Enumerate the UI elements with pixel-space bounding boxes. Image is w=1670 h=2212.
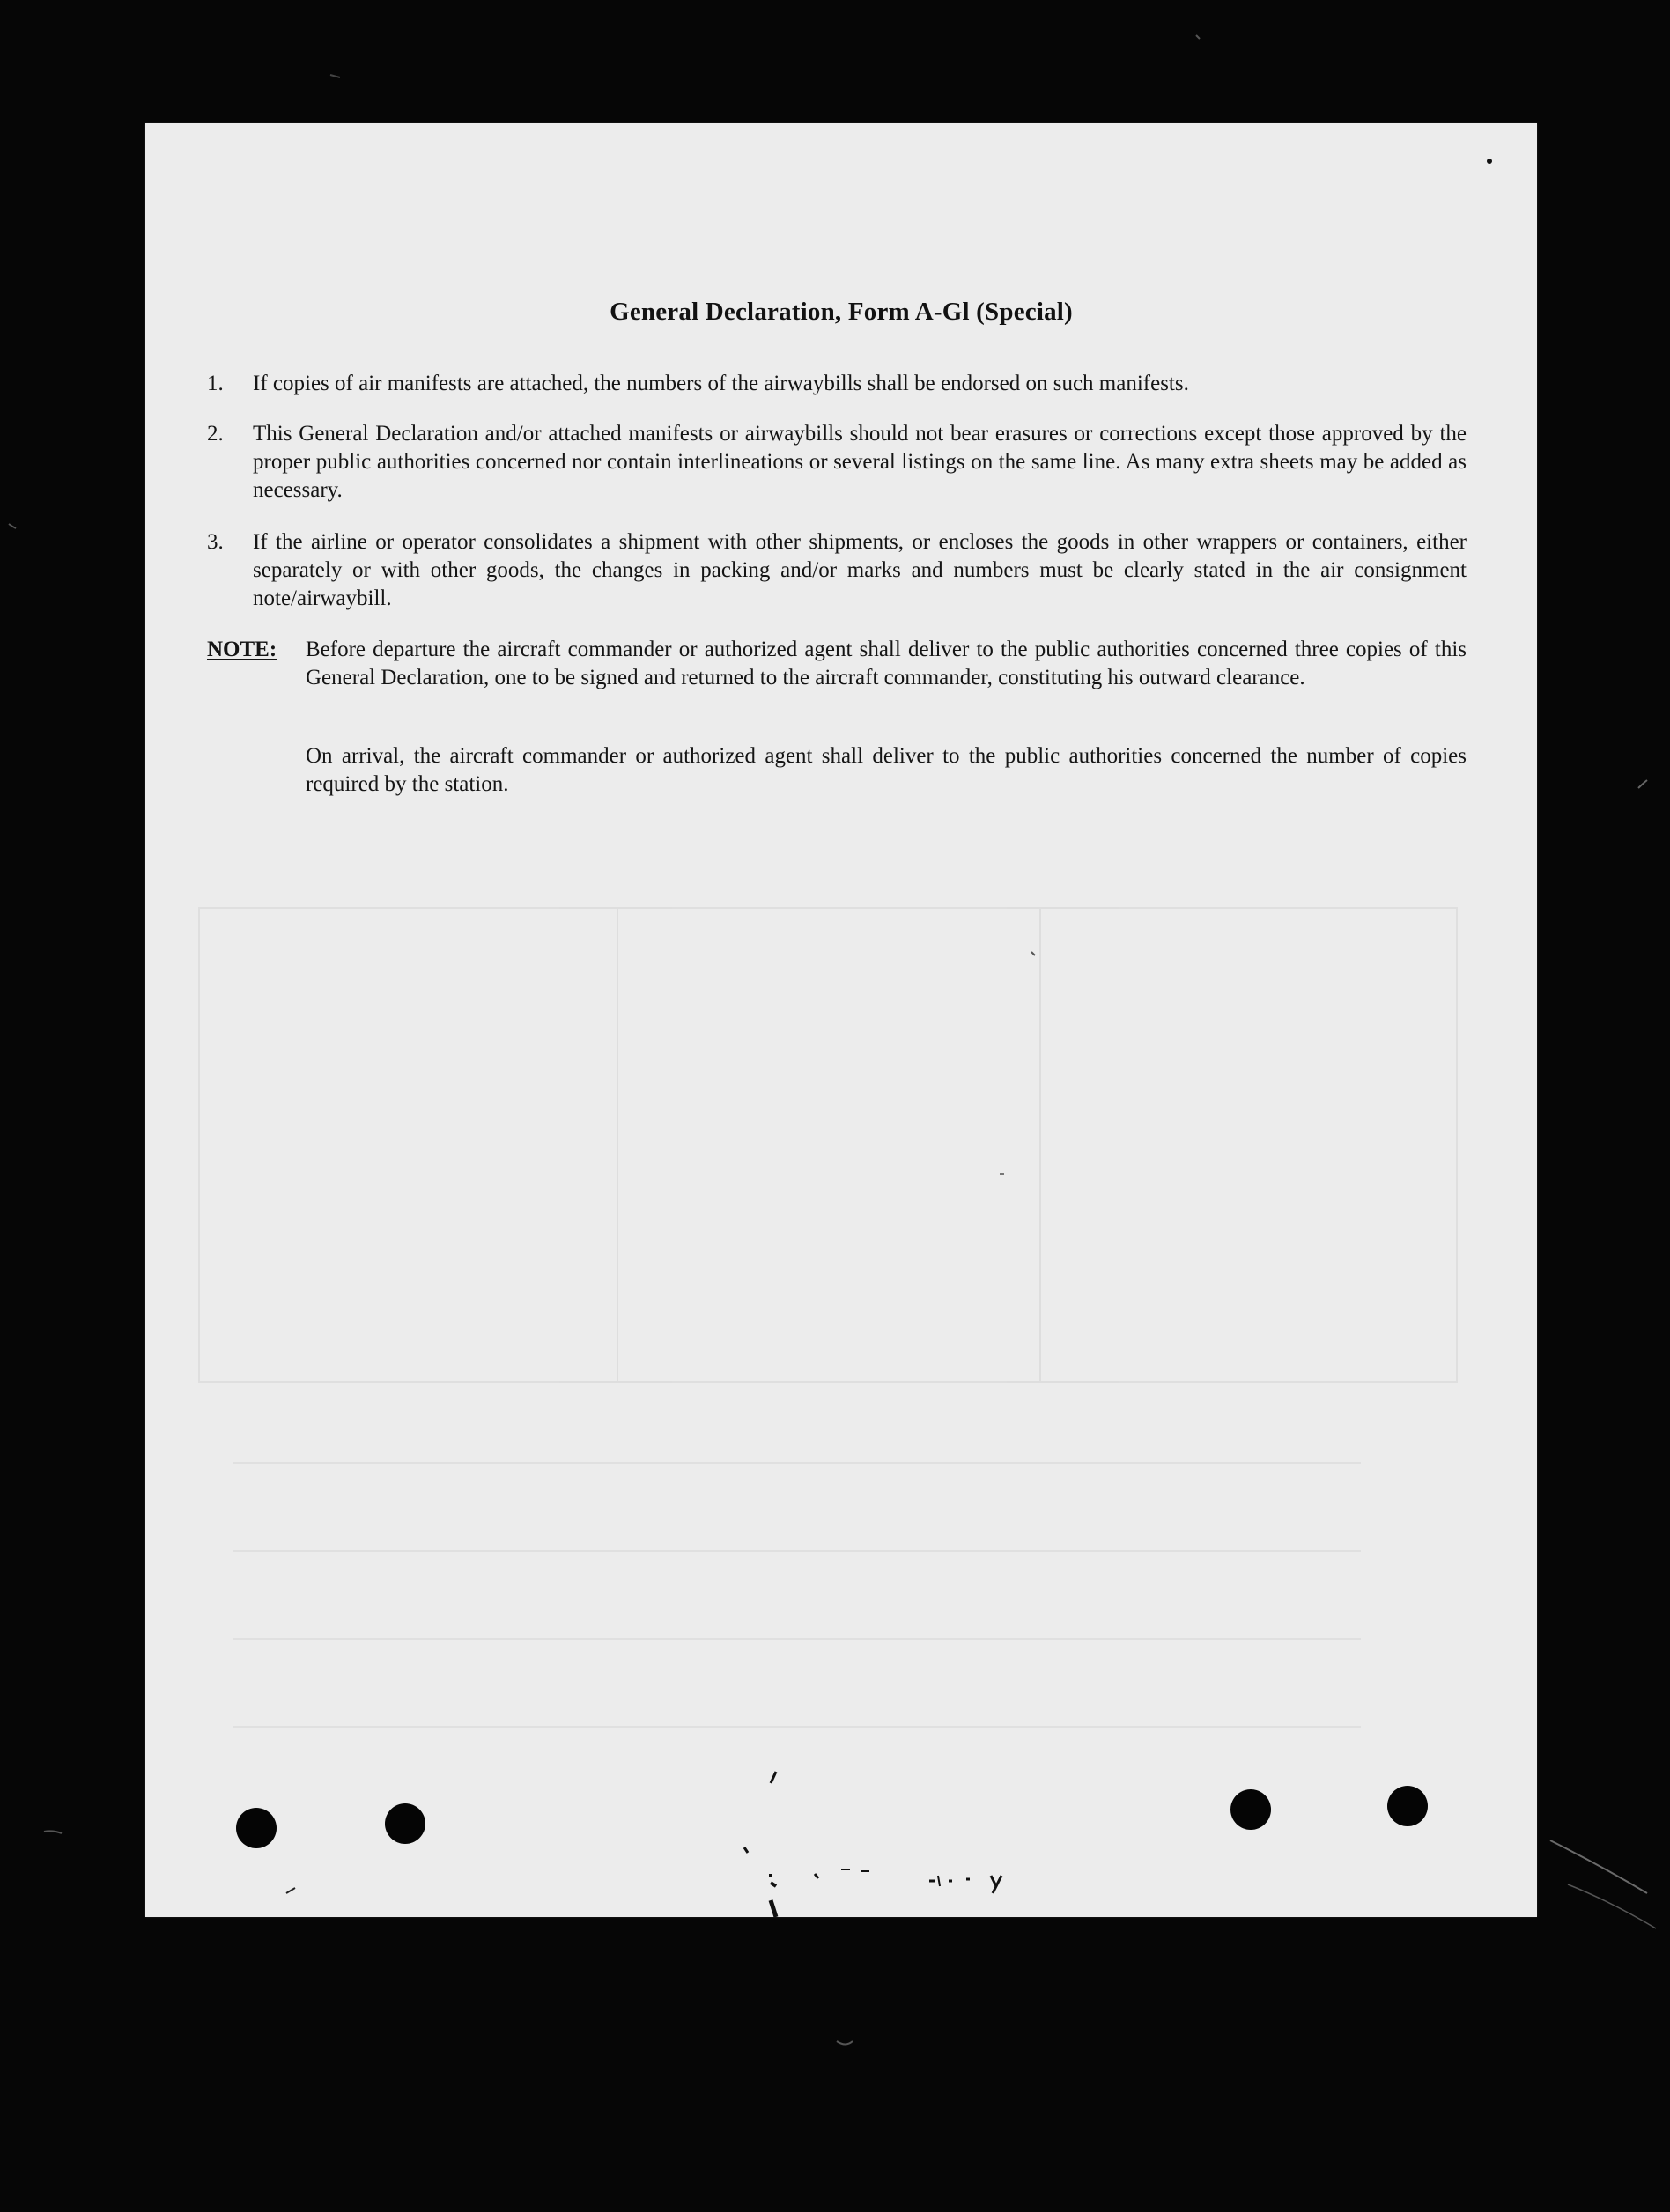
item-text: If the airline or operator consolidates a shipment with other shipments, or encloses the goods in other wrappers or containers, either separately or with other goods, the changes in packing and/or marks and numbers must be clearly stated in the air consignment note/airwaybill.	[253, 530, 1467, 610]
item-number: 2.	[207, 422, 224, 446]
item-text: This General Declaration and/or attached manifests or airwaybills should not bear erasures or corrections except those approved by the proper public authorities concerned nor contain interlineations or several listings on the same line. As many extra sheets may be added as necessary.	[253, 422, 1467, 502]
note-paragraph-departure: Before departure the aircraft commander or authorized agent shall deliver to the public authorities concerned three copies of this General Declaration, one to be signed and returned to the aircraft commander, constituting his outward clearance.	[306, 638, 1467, 689]
note-label: NOTE:	[207, 638, 277, 661]
item-number: 1.	[207, 372, 224, 395]
note-paragraph-arrival: On arrival, the aircraft commander or authorized agent shall deliver to the public authorities concerned the number of copies required by the station.	[306, 744, 1467, 796]
item-text: If copies of air manifests are attached, the numbers of the airwaybills shall be endorsed on such manifests.	[253, 372, 1189, 395]
item-number: 3.	[207, 530, 224, 554]
page-title: General Declaration, Form A-Gl (Special)	[610, 298, 1073, 326]
